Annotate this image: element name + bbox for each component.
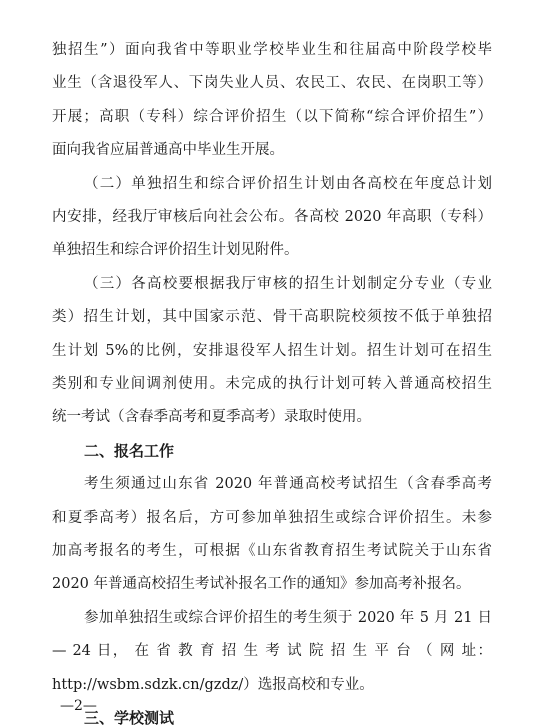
url-text-line: http://wsbm.sdzk.cn/gzdz/）选报高校和专业。 [52,676,374,693]
text-line: 类别和专业间调剂使用。未完成的执行计划可转入普通高校招生 [52,376,492,392]
text-line: （三）各高校要根据我厅审核的招生计划制定分专业（专业 [84,275,492,292]
section-heading: 二、报名工作 [84,441,175,460]
section-heading: 三、学校测试 [84,709,175,727]
text-line: 独招生”）面向我省中等职业学校毕业生和往届高中阶段学校毕 [52,42,492,58]
text-line: 统一考试（含春季高考和夏季高考）录取时使用。 [52,409,371,426]
text-line: 类）招生计划，其中国家示范、骨干高职院校须按不低于单独招 [52,309,492,326]
text-line: 开展；高职（专科）综合评价招生（以下简称“综合评价招生”） [52,108,492,125]
text-line: — 24 日， 在 省 教 育 招 生 考 试 院 招 生 平 台 （ 网 址： [52,643,492,660]
text-line: 面向我省应届普通高中毕业生开展。 [52,142,284,159]
page-number: —2— [60,698,97,714]
text-line: 内安排，经我厅审核后向社会公布。各高校 2020 年高职（专科） [52,209,492,225]
text-line: 生计划 5%的比例，安排退役军人招生计划。招生计划可在招生 [52,342,492,359]
text-line: 和夏季高考）报名后，方可参加单独招生或综合评价招生。未参 [52,509,492,526]
text-line: 单独招生和综合评价招生计划见附件。 [52,242,299,259]
text-line: 参加单独招生或综合评价招生的考生须于 2020 年 5 月 21 日 [84,609,492,626]
text-line: 考生须通过山东省 2020 年普通高校考试招生（含春季高考 [84,476,492,493]
text-line: 业生（含退役军人、下岗失业人员、农民工、农民、在岗职工等） [52,75,492,92]
text-line: （二）单独招生和综合评价招生计划由各高校在年度总计划 [84,175,492,192]
text-line: 加高考报名的考生，可根据《山东省教育招生考试院关于山东省 [52,543,492,559]
text-line: 2020 年普通高校招生考试补报名工作的通知》参加高考补报名。 [52,576,471,593]
